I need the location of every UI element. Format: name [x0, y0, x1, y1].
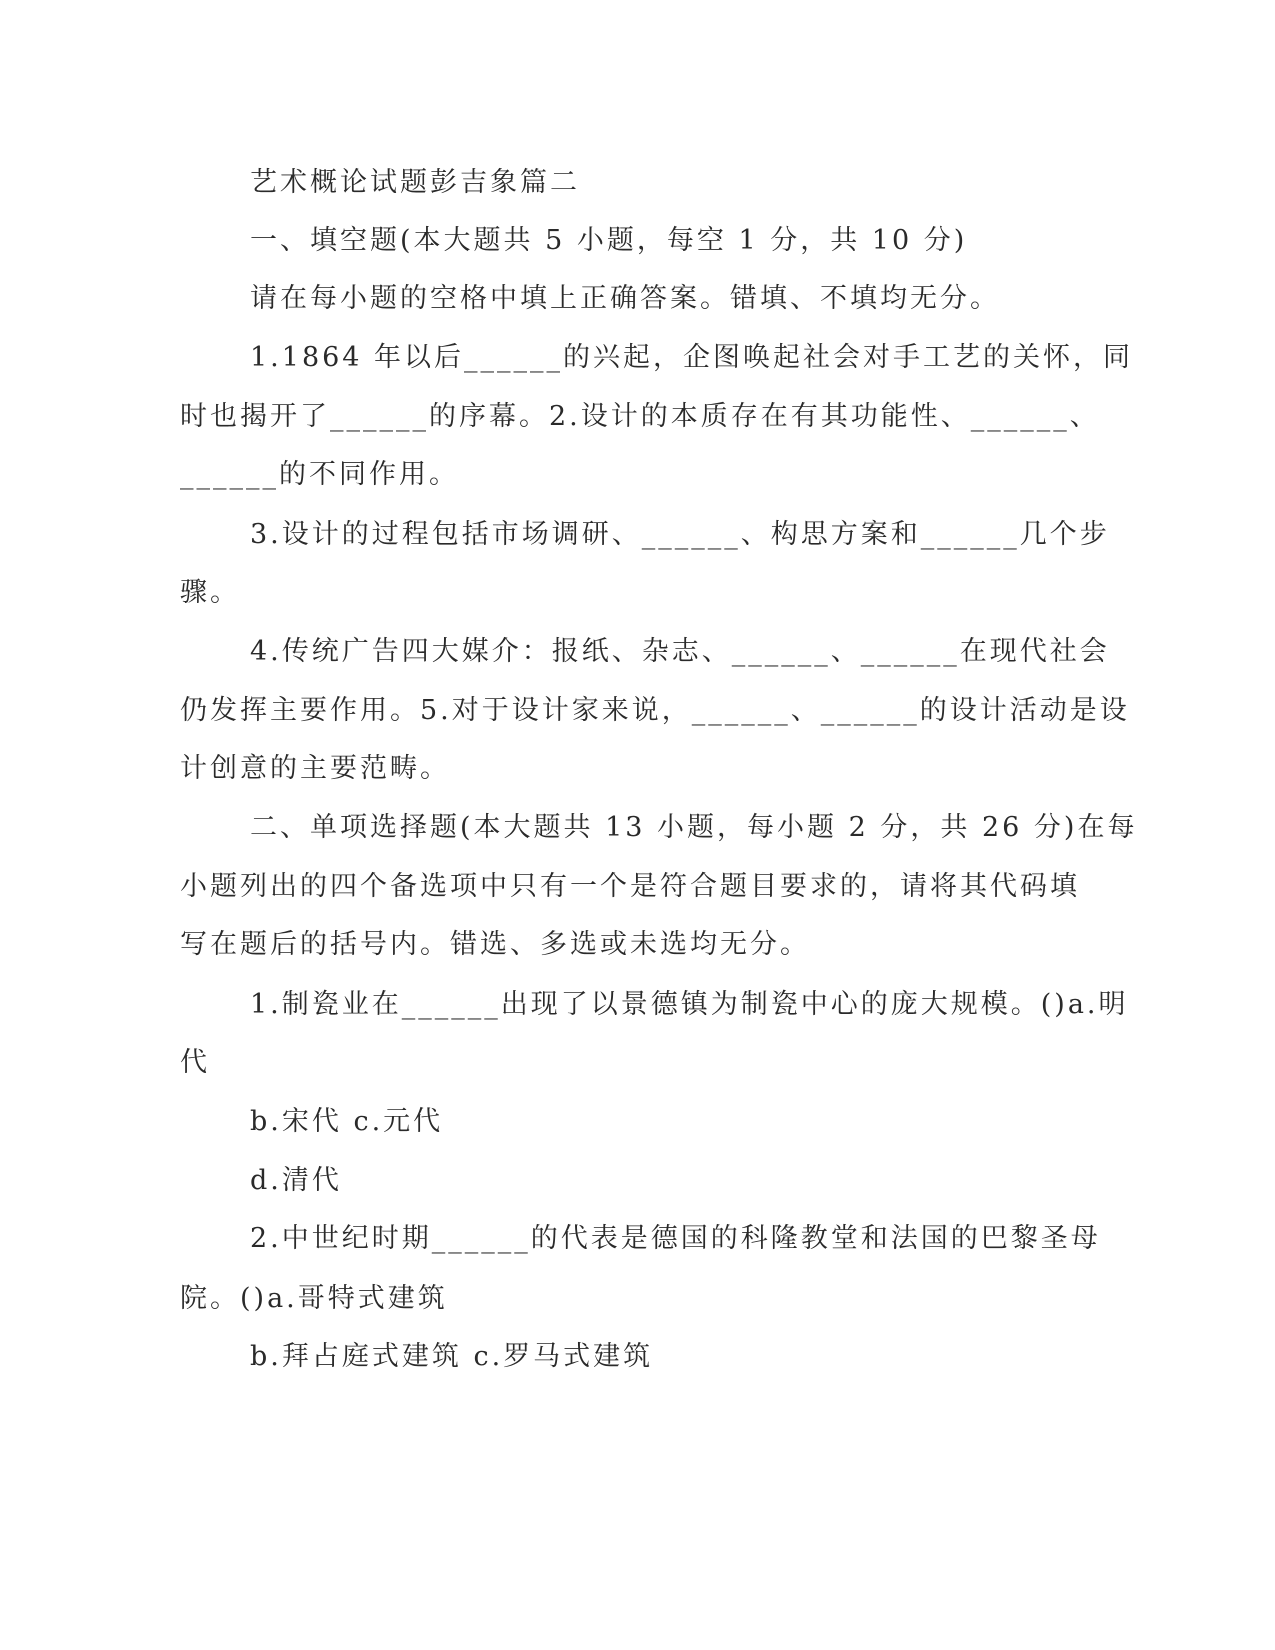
paragraph-line: 4.传统广告四大媒介：报纸、杂志、______、______在现代社会	[250, 636, 1110, 667]
option-line: b.宋代 c.元代	[250, 1106, 444, 1137]
instruction-text: 请在每小题的空格中填上正确答案。错填、不填均无分。	[250, 283, 1000, 314]
paragraph-line: ______的不同作用。	[180, 459, 459, 490]
paragraph-line: 小题列出的四个备选项中只有一个是符合题目要求的，请将其代码填	[180, 871, 1080, 902]
paragraph-line: 写在题后的括号内。错选、多选或未选均无分。	[180, 929, 810, 960]
document-title: 艺术概论试题彭吉象篇二	[250, 167, 580, 198]
paragraph-line: 仍发挥主要作用。5.对于设计家来说，______、______的设计活动是设	[180, 695, 1130, 726]
paragraph-line: 骤。	[180, 577, 240, 608]
paragraph-line: 时也揭开了______的序幕。2.设计的本质存在有其功能性、______、	[180, 401, 1100, 432]
paragraph-line: 计创意的主要范畴。	[180, 753, 450, 784]
question-line: 1.制瓷业在______出现了以景德镇为制瓷中心的庞大规模。()a.明	[250, 989, 1129, 1020]
paragraph-line: 1.1864 年以后______的兴起，企图唤起社会对手工艺的关怀，同	[250, 342, 1134, 373]
question-line: 2.中世纪时期______的代表是德国的科隆教堂和法国的巴黎圣母	[250, 1223, 1101, 1254]
paragraph-line: 3.设计的过程包括市场调研、______、构思方案和______几个步	[250, 519, 1110, 550]
option-line: b.拜占庭式建筑 c.罗马式建筑	[250, 1341, 654, 1372]
section-heading-fill-in: 一、填空题(本大题共 5 小题，每空 1 分，共 10 分)	[250, 225, 968, 256]
question-line: 院。()a.哥特式建筑	[180, 1283, 448, 1314]
option-line: d.清代	[250, 1165, 342, 1196]
question-line: 代	[180, 1047, 210, 1078]
section-heading-multiple-choice: 二、单项选择题(本大题共 13 小题，每小题 2 分，共 26 分)在每	[250, 812, 1138, 843]
